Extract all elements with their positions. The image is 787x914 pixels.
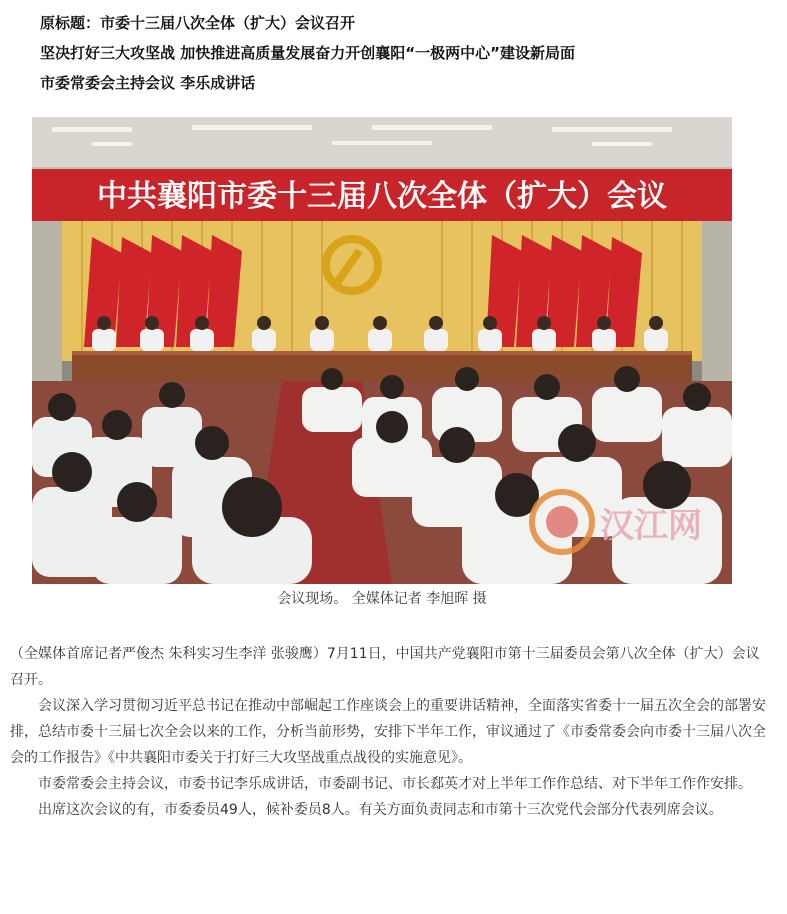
article-body: [10, 641, 770, 823]
article-paragraph-1: （全媒体首席记者严俊杰 朱科实习生李洋 张骏鹰）7月11日，中国共产党襄阳市第十三届委员会第八次全体（扩大）会议召开。: [10, 646, 760, 688]
article-paragraph-3: 市委常委会主持会议，市委书记李乐成讲话，市委副书记、市长郄英才对上半年工作作总结、对下半年工作作安排。: [38, 776, 752, 792]
photo-caption: 会议现场。 全媒体记者 李旭晖 摄: [277, 591, 487, 607]
subtitle: 坚决打好三大攻坚战 加快推进高质量发展奋力开创襄阳“一极两中心”建设新局面: [40, 44, 575, 62]
meeting-photo: [32, 117, 732, 584]
article-paragraph-2: 会议深入学习贯彻习近平总书记在推动中部崛起工作座谈会上的重要讲话精神，全面落实省委十一届五次全会的部署安排，总结市委十三届七次全会以来的工作，分析当前形势，安排下半年工作，审议通过了《市委常委会向市委十三届八次全会的工作报告》《中共襄阳市委关于打好三大攻坚战重点战役的实施意见》。: [10, 698, 766, 766]
watermark-text: 汉江网: [600, 506, 702, 546]
headline-block: [40, 8, 760, 98]
article-paragraph-4: 出席这次会议的有，市委委员49人，候补委员8人。有关方面负责同志和市第十三次党代会部分代表列席会议。: [38, 802, 723, 818]
original-title: 原标题：市委十三届八次全体（扩大）会议召开: [40, 14, 356, 32]
banner-text: 中共襄阳市委十三届八次全体（扩大）会议: [97, 179, 667, 214]
sub-subtitle: 市委常委会主持会议 李乐成讲话: [40, 74, 256, 92]
